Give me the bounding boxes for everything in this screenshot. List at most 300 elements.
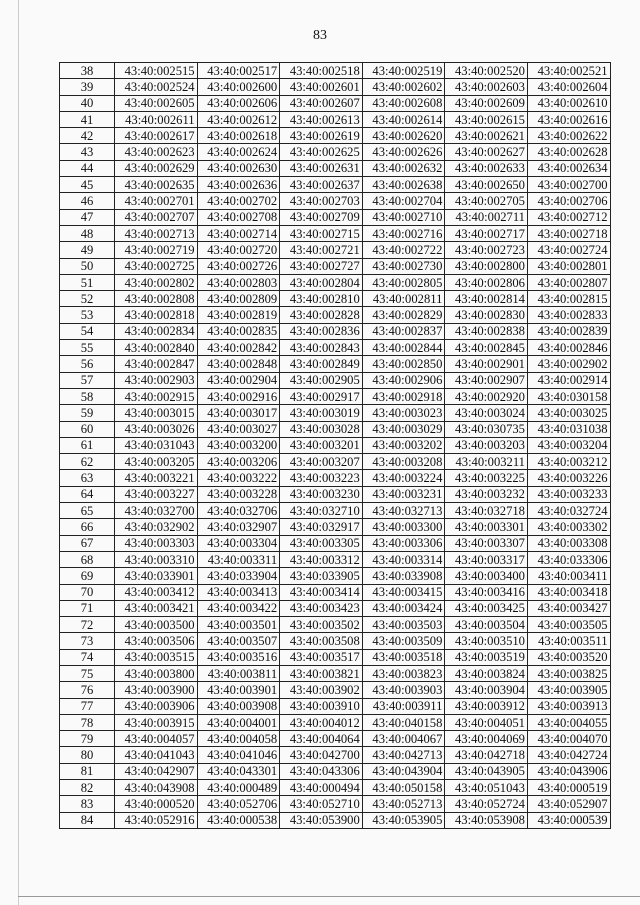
cadastral-number-cell: 43:40:002920 (445, 388, 528, 404)
row-number-cell: 60 (60, 421, 115, 437)
cadastral-number-cell: 43:40:052710 (280, 796, 363, 812)
table-row (60, 340, 611, 356)
cadastral-number-cell: 43:40:002520 (445, 63, 528, 79)
cadastral-number-cell: 43:40:052916 (115, 812, 198, 828)
cadastral-number-cell: 43:40:003908 (197, 698, 280, 714)
cadastral-number-cell: 43:40:002616 (527, 111, 610, 127)
cadastral-number-cell: 43:40:003203 (445, 437, 528, 453)
cadastral-number-cell: 43:40:002722 (362, 242, 445, 258)
cadastral-number-cell: 43:40:003026 (115, 421, 198, 437)
table-row (60, 356, 611, 372)
cadastral-number-cell: 43:40:002727 (280, 258, 363, 274)
table-row (60, 95, 611, 111)
cadastral-number-cell: 43:40:002703 (280, 193, 363, 209)
cadastral-number-cell: 43:40:033905 (280, 568, 363, 584)
cadastral-number-cell: 43:40:043904 (362, 763, 445, 779)
cadastral-number-cell: 43:40:002519 (362, 63, 445, 79)
cadastral-number-cell: 43:40:002830 (445, 307, 528, 323)
cadastral-number-cell: 43:40:002906 (362, 372, 445, 388)
cadastral-number-cell: 43:40:003310 (115, 551, 198, 567)
cadastral-number-cell: 43:40:003520 (527, 649, 610, 665)
cadastral-number-cell: 43:40:003516 (197, 649, 280, 665)
cadastral-number-cell: 43:40:033901 (115, 568, 198, 584)
cadastral-number-cell: 43:40:002724 (527, 242, 610, 258)
table-body (60, 63, 611, 829)
cadastral-number-cell: 43:40:002705 (445, 193, 528, 209)
cadastral-number-cell: 43:40:043906 (527, 763, 610, 779)
row-number-cell: 83 (60, 796, 115, 812)
cadastral-number-cell: 43:40:002615 (445, 111, 528, 127)
cadastral-number-cell: 43:40:003821 (280, 665, 363, 681)
cadastral-number-cell: 43:40:002626 (362, 144, 445, 160)
row-number-cell: 42 (60, 128, 115, 144)
cadastral-number-cell: 43:40:052713 (362, 796, 445, 812)
cadastral-number-cell: 43:40:002918 (362, 388, 445, 404)
cadastral-number-cell: 43:40:002842 (197, 340, 280, 356)
cadastral-number-cell: 43:40:002917 (280, 388, 363, 404)
cadastral-number-cell: 43:40:002605 (115, 95, 198, 111)
cadastral-number-cell: 43:40:003304 (197, 535, 280, 551)
row-number-cell: 71 (60, 600, 115, 616)
cadastral-number-cell: 43:40:032907 (197, 519, 280, 535)
cadastral-number-cell: 43:40:002810 (280, 291, 363, 307)
cadastral-number-cell: 43:40:002701 (115, 193, 198, 209)
cadastral-number-cell: 43:40:052724 (445, 796, 528, 812)
table-row (60, 144, 611, 160)
cadastral-number-cell: 43:40:004051 (445, 714, 528, 730)
row-number-cell: 49 (60, 242, 115, 258)
cadastral-number-cell: 43:40:003200 (197, 437, 280, 453)
cadastral-number-cell: 43:40:003825 (527, 665, 610, 681)
cadastral-number-cell: 43:40:002633 (445, 160, 528, 176)
row-number-cell: 76 (60, 682, 115, 698)
row-number-cell: 81 (60, 763, 115, 779)
table-row (60, 388, 611, 404)
row-number-cell: 47 (60, 209, 115, 225)
cadastral-number-cell: 43:40:002620 (362, 128, 445, 144)
cadastral-number-cell: 43:40:003411 (527, 568, 610, 584)
cadastral-number-cell: 43:40:002711 (445, 209, 528, 225)
cadastral-number-cell: 43:40:002915 (115, 388, 198, 404)
cadastral-number-cell: 43:40:002903 (115, 372, 198, 388)
cadastral-number-cell: 43:40:002714 (197, 225, 280, 241)
cadastral-number-cell: 43:40:003306 (362, 535, 445, 551)
cadastral-number-cell: 43:40:031038 (527, 421, 610, 437)
table-row (60, 731, 611, 747)
cadastral-number-cell: 43:40:003317 (445, 551, 528, 567)
cadastral-number-cell: 43:40:002834 (115, 323, 198, 339)
table-row (60, 437, 611, 453)
cadastral-number-cell: 43:40:002524 (115, 79, 198, 95)
table-row (60, 503, 611, 519)
cadastral-number-cell: 43:40:002715 (280, 225, 363, 241)
cadastral-number-cell: 43:40:002617 (115, 128, 198, 144)
cadastral-number-cell: 43:40:032700 (115, 503, 198, 519)
table-row (60, 209, 611, 225)
cadastral-number-cell: 43:40:002916 (197, 388, 280, 404)
cadastral-number-cell: 43:40:003223 (280, 470, 363, 486)
row-number-cell: 59 (60, 405, 115, 421)
cadastral-number-cell: 43:40:032718 (445, 503, 528, 519)
row-number-cell: 55 (60, 340, 115, 356)
cadastral-number-cell: 43:40:003015 (115, 405, 198, 421)
table-row (60, 274, 611, 290)
cadastral-number-cell: 43:40:002730 (362, 258, 445, 274)
cadastral-number-cell: 43:40:003201 (280, 437, 363, 453)
cadastral-number-cell: 43:40:002602 (362, 79, 445, 95)
cadastral-number-cell: 43:40:002815 (527, 291, 610, 307)
cadastral-number-cell: 43:40:003517 (280, 649, 363, 665)
cadastral-number-cell: 43:40:002902 (527, 356, 610, 372)
cadastral-number-cell: 43:40:003906 (115, 698, 198, 714)
table-row (60, 486, 611, 502)
cadastral-number-cell: 43:40:032706 (197, 503, 280, 519)
cadastral-number-cell: 43:40:003028 (280, 421, 363, 437)
cadastral-number-cell: 43:40:003824 (445, 665, 528, 681)
cadastral-number-cell: 43:40:002612 (197, 111, 280, 127)
table-row (60, 714, 611, 730)
table-row (60, 470, 611, 486)
cadastral-number-cell: 43:40:052706 (197, 796, 280, 812)
cadastral-number-cell: 43:40:050158 (362, 780, 445, 796)
cadastral-number-cell: 43:40:002621 (445, 128, 528, 144)
cadastral-number-cell: 43:40:002726 (197, 258, 280, 274)
cadastral-number-cell: 43:40:002610 (527, 95, 610, 111)
table-row (60, 291, 611, 307)
cadastral-number-cell: 43:40:003019 (280, 405, 363, 421)
cadastral-number-cell: 43:40:030158 (527, 388, 610, 404)
row-number-cell: 62 (60, 454, 115, 470)
cadastral-number-cell: 43:40:002623 (115, 144, 198, 160)
cadastral-number-cell: 43:40:003300 (362, 519, 445, 535)
row-number-cell: 64 (60, 486, 115, 502)
cadastral-number-cell: 43:40:042700 (280, 747, 363, 763)
cadastral-number-cell: 43:40:000520 (115, 796, 198, 812)
cadastral-number-cell: 43:40:002725 (115, 258, 198, 274)
cadastral-number-cell: 43:40:003912 (445, 698, 528, 714)
cadastral-number-cell: 43:40:002515 (115, 63, 198, 79)
cadastral-number-cell: 43:40:003913 (527, 698, 610, 714)
table-row (60, 160, 611, 176)
cadastral-number-cell: 43:40:043905 (445, 763, 528, 779)
cadastral-number-cell: 43:40:002630 (197, 160, 280, 176)
cadastral-number-cell: 43:40:031043 (115, 437, 198, 453)
cadastral-number-cell: 43:40:002808 (115, 291, 198, 307)
cadastral-number-cell: 43:40:003207 (280, 454, 363, 470)
table-row (60, 812, 611, 828)
cadastral-number-cell: 43:40:003228 (197, 486, 280, 502)
cadastral-number-cell: 43:40:002702 (197, 193, 280, 209)
cadastral-number-cell: 43:40:002914 (527, 372, 610, 388)
row-number-cell: 46 (60, 193, 115, 209)
table-row (60, 633, 611, 649)
cadastral-number-cell: 43:40:003400 (445, 568, 528, 584)
cadastral-number-cell: 43:40:003422 (197, 600, 280, 616)
cadastral-number-cell: 43:40:003500 (115, 617, 198, 633)
row-number-cell: 67 (60, 535, 115, 551)
cadastral-number-cell: 43:40:002718 (527, 225, 610, 241)
row-number-cell: 70 (60, 584, 115, 600)
cadastral-number-cell: 43:40:002636 (197, 177, 280, 193)
row-number-cell: 54 (60, 323, 115, 339)
cadastral-number-cell: 43:40:002847 (115, 356, 198, 372)
cadastral-number-cell: 43:40:002628 (527, 144, 610, 160)
cadastral-number-cell: 43:40:004058 (197, 731, 280, 747)
cadastral-number-cell: 43:40:003211 (445, 454, 528, 470)
cadastral-number-cell: 43:40:002849 (280, 356, 363, 372)
cadastral-number-cell: 43:40:002829 (362, 307, 445, 323)
cadastral-number-cell: 43:40:041046 (197, 747, 280, 763)
row-number-cell: 56 (60, 356, 115, 372)
cadastral-number-cell: 43:40:002606 (197, 95, 280, 111)
cadastral-number-cell: 43:40:002611 (115, 111, 198, 127)
row-number-cell: 79 (60, 731, 115, 747)
cadastral-number-cell: 43:40:002848 (197, 356, 280, 372)
table-row (60, 111, 611, 127)
cadastral-number-cell: 43:40:003518 (362, 649, 445, 665)
table-row (60, 617, 611, 633)
table-row (60, 323, 611, 339)
cadastral-number-cell: 43:40:003303 (115, 535, 198, 551)
cadastral-number-cell: 43:40:000538 (197, 812, 280, 828)
cadastral-number-cell: 43:40:002844 (362, 340, 445, 356)
cadastral-number-cell: 43:40:002833 (527, 307, 610, 323)
cadastral-number-cell: 43:40:003418 (527, 584, 610, 600)
cadastral-number-cell: 43:40:002713 (115, 225, 198, 241)
cadastral-number-cell: 43:40:003510 (445, 633, 528, 649)
cadastral-number-cell: 43:40:002837 (362, 323, 445, 339)
cadastral-number-cell: 43:40:002629 (115, 160, 198, 176)
cadastral-number-cell: 43:40:002619 (280, 128, 363, 144)
table-row (60, 682, 611, 698)
cadastral-number-cell: 43:40:002627 (445, 144, 528, 160)
cadastral-number-cell: 43:40:002700 (527, 177, 610, 193)
row-number-cell: 73 (60, 633, 115, 649)
cadastral-number-cell: 43:40:003230 (280, 486, 363, 502)
cadastral-number-cell: 43:40:002609 (445, 95, 528, 111)
row-number-cell: 58 (60, 388, 115, 404)
cadastral-number-cell: 43:40:003206 (197, 454, 280, 470)
row-number-cell: 44 (60, 160, 115, 176)
cadastral-number-cell: 43:40:002803 (197, 274, 280, 290)
cadastral-quarters-table (59, 62, 611, 829)
table-row (60, 584, 611, 600)
cadastral-number-cell: 43:40:003905 (527, 682, 610, 698)
cadastral-number-cell: 43:40:002704 (362, 193, 445, 209)
cadastral-number-cell: 43:40:003508 (280, 633, 363, 649)
table-row (60, 258, 611, 274)
table-row (60, 307, 611, 323)
row-number-cell: 52 (60, 291, 115, 307)
cadastral-number-cell: 43:40:002802 (115, 274, 198, 290)
row-number-cell: 63 (60, 470, 115, 486)
cadastral-number-cell: 43:40:002625 (280, 144, 363, 160)
cadastral-number-cell: 43:40:002845 (445, 340, 528, 356)
cadastral-number-cell: 43:40:003202 (362, 437, 445, 453)
cadastral-number-cell: 43:40:003212 (527, 454, 610, 470)
cadastral-number-cell: 43:40:002806 (445, 274, 528, 290)
cadastral-number-cell: 43:40:003222 (197, 470, 280, 486)
cadastral-number-cell: 43:40:002635 (115, 177, 198, 193)
row-number-cell: 45 (60, 177, 115, 193)
row-number-cell: 50 (60, 258, 115, 274)
cadastral-number-cell: 43:40:002710 (362, 209, 445, 225)
cadastral-number-cell: 43:40:051043 (445, 780, 528, 796)
cadastral-number-cell: 43:40:053900 (280, 812, 363, 828)
row-number-cell: 78 (60, 714, 115, 730)
table-row (60, 242, 611, 258)
cadastral-number-cell: 43:40:042724 (527, 747, 610, 763)
row-number-cell: 69 (60, 568, 115, 584)
cadastral-number-cell: 43:40:002608 (362, 95, 445, 111)
cadastral-number-cell: 43:40:004064 (280, 731, 363, 747)
row-number-cell: 84 (60, 812, 115, 828)
cadastral-number-cell: 43:40:002624 (197, 144, 280, 160)
row-number-cell: 65 (60, 503, 115, 519)
cadastral-number-cell: 43:40:003502 (280, 617, 363, 633)
cadastral-number-cell: 43:40:041043 (115, 747, 198, 763)
cadastral-number-cell: 43:40:002650 (445, 177, 528, 193)
cadastral-number-cell: 43:40:032713 (362, 503, 445, 519)
row-number-cell: 51 (60, 274, 115, 290)
cadastral-number-cell: 43:40:003301 (445, 519, 528, 535)
cadastral-number-cell: 43:40:003024 (445, 405, 528, 421)
row-number-cell: 53 (60, 307, 115, 323)
cadastral-number-cell: 43:40:003423 (280, 600, 363, 616)
cadastral-number-cell: 43:40:002723 (445, 242, 528, 258)
cadastral-number-cell: 43:40:002634 (527, 160, 610, 176)
cadastral-number-cell: 43:40:003208 (362, 454, 445, 470)
cadastral-number-cell: 43:40:002618 (197, 128, 280, 144)
cadastral-number-cell: 43:40:002905 (280, 372, 363, 388)
cadastral-number-cell: 43:40:003915 (115, 714, 198, 730)
cadastral-number-cell: 43:40:002603 (445, 79, 528, 95)
cadastral-number-cell: 43:40:004057 (115, 731, 198, 747)
cadastral-number-cell: 43:40:003302 (527, 519, 610, 535)
cadastral-number-cell: 43:40:003025 (527, 405, 610, 421)
cadastral-number-cell: 43:40:003902 (280, 682, 363, 698)
cadastral-number-cell: 43:40:002706 (527, 193, 610, 209)
cadastral-number-cell: 43:40:002907 (445, 372, 528, 388)
cadastral-number-cell: 43:40:032902 (115, 519, 198, 535)
table-row (60, 535, 611, 551)
row-number-cell: 41 (60, 111, 115, 127)
cadastral-number-cell: 43:40:002638 (362, 177, 445, 193)
table-row (60, 698, 611, 714)
cadastral-number-cell: 43:40:030735 (445, 421, 528, 437)
cadastral-number-cell: 43:40:003308 (527, 535, 610, 551)
cadastral-number-cell: 43:40:002807 (527, 274, 610, 290)
cadastral-number-cell: 43:40:003519 (445, 649, 528, 665)
row-number-cell: 74 (60, 649, 115, 665)
cadastral-number-cell: 43:40:003424 (362, 600, 445, 616)
table-row (60, 372, 611, 388)
cadastral-number-cell: 43:40:002840 (115, 340, 198, 356)
cadastral-number-cell: 43:40:003232 (445, 486, 528, 502)
cadastral-number-cell: 43:40:002836 (280, 323, 363, 339)
cadastral-number-cell: 43:40:040158 (362, 714, 445, 730)
table-row (60, 193, 611, 209)
cadastral-number-cell: 43:40:003904 (445, 682, 528, 698)
cadastral-number-cell: 43:40:003903 (362, 682, 445, 698)
cadastral-number-cell: 43:40:003414 (280, 584, 363, 600)
cadastral-number-cell: 43:40:003901 (197, 682, 280, 698)
cadastral-number-cell: 43:40:033306 (527, 551, 610, 567)
table-row (60, 454, 611, 470)
cadastral-number-cell: 43:40:003233 (527, 486, 610, 502)
cadastral-number-cell: 43:40:053908 (445, 812, 528, 828)
row-number-cell: 66 (60, 519, 115, 535)
cadastral-number-cell: 43:40:033908 (362, 568, 445, 584)
cadastral-number-cell: 43:40:003511 (527, 633, 610, 649)
cadastral-number-cell: 43:40:002809 (197, 291, 280, 307)
cadastral-number-cell: 43:40:003911 (362, 698, 445, 714)
table-row (60, 421, 611, 437)
table-row (60, 747, 611, 763)
cadastral-number-cell: 43:40:002835 (197, 323, 280, 339)
cadastral-number-cell: 43:40:003231 (362, 486, 445, 502)
table-row (60, 665, 611, 681)
cadastral-number-cell: 43:40:002622 (527, 128, 610, 144)
cadastral-number-cell: 43:40:002904 (197, 372, 280, 388)
cadastral-number-cell: 43:40:052907 (527, 796, 610, 812)
cadastral-number-cell: 43:40:003027 (197, 421, 280, 437)
table-row (60, 796, 611, 812)
cadastral-number-cell: 43:40:042718 (445, 747, 528, 763)
row-number-cell: 48 (60, 225, 115, 241)
row-number-cell: 40 (60, 95, 115, 111)
cadastral-number-cell: 43:40:002637 (280, 177, 363, 193)
cadastral-number-cell: 43:40:002850 (362, 356, 445, 372)
table-row (60, 405, 611, 421)
cadastral-number-cell: 43:40:003505 (527, 617, 610, 633)
cadastral-number-cell: 43:40:003311 (197, 551, 280, 567)
cadastral-number-cell: 43:40:003227 (115, 486, 198, 502)
cadastral-number-cell: 43:40:002601 (280, 79, 363, 95)
cadastral-number-cell: 43:40:002721 (280, 242, 363, 258)
cadastral-number-cell: 43:40:000519 (527, 780, 610, 796)
cadastral-number-cell: 43:40:003029 (362, 421, 445, 437)
cadastral-number-cell: 43:40:003221 (115, 470, 198, 486)
cadastral-number-cell: 43:40:042907 (115, 763, 198, 779)
cadastral-number-cell: 43:40:032710 (280, 503, 363, 519)
cadastral-number-cell: 43:40:000539 (527, 812, 610, 828)
cadastral-number-cell: 43:40:002901 (445, 356, 528, 372)
row-number-cell: 75 (60, 665, 115, 681)
cadastral-number-cell: 43:40:002814 (445, 291, 528, 307)
cadastral-number-cell: 43:40:002804 (280, 274, 363, 290)
row-number-cell: 80 (60, 747, 115, 763)
row-number-cell: 82 (60, 780, 115, 796)
cadastral-number-cell: 43:40:003204 (527, 437, 610, 453)
cadastral-number-cell: 43:40:003416 (445, 584, 528, 600)
cadastral-number-cell: 43:40:003823 (362, 665, 445, 681)
table-row (60, 177, 611, 193)
page-bottom-edge (18, 896, 640, 897)
table-row (60, 600, 611, 616)
cadastral-number-cell: 43:40:003314 (362, 551, 445, 567)
cadastral-number-cell: 43:40:003225 (445, 470, 528, 486)
cadastral-number-cell: 43:40:043301 (197, 763, 280, 779)
cadastral-number-cell: 43:40:002709 (280, 209, 363, 225)
table-row (60, 63, 611, 79)
cadastral-number-cell: 43:40:003501 (197, 617, 280, 633)
cadastral-number-cell: 43:40:002811 (362, 291, 445, 307)
table-row (60, 519, 611, 535)
cadastral-number-cell: 43:40:002600 (197, 79, 280, 95)
cadastral-number-cell: 43:40:003412 (115, 584, 198, 600)
cadastral-number-cell: 43:40:003415 (362, 584, 445, 600)
